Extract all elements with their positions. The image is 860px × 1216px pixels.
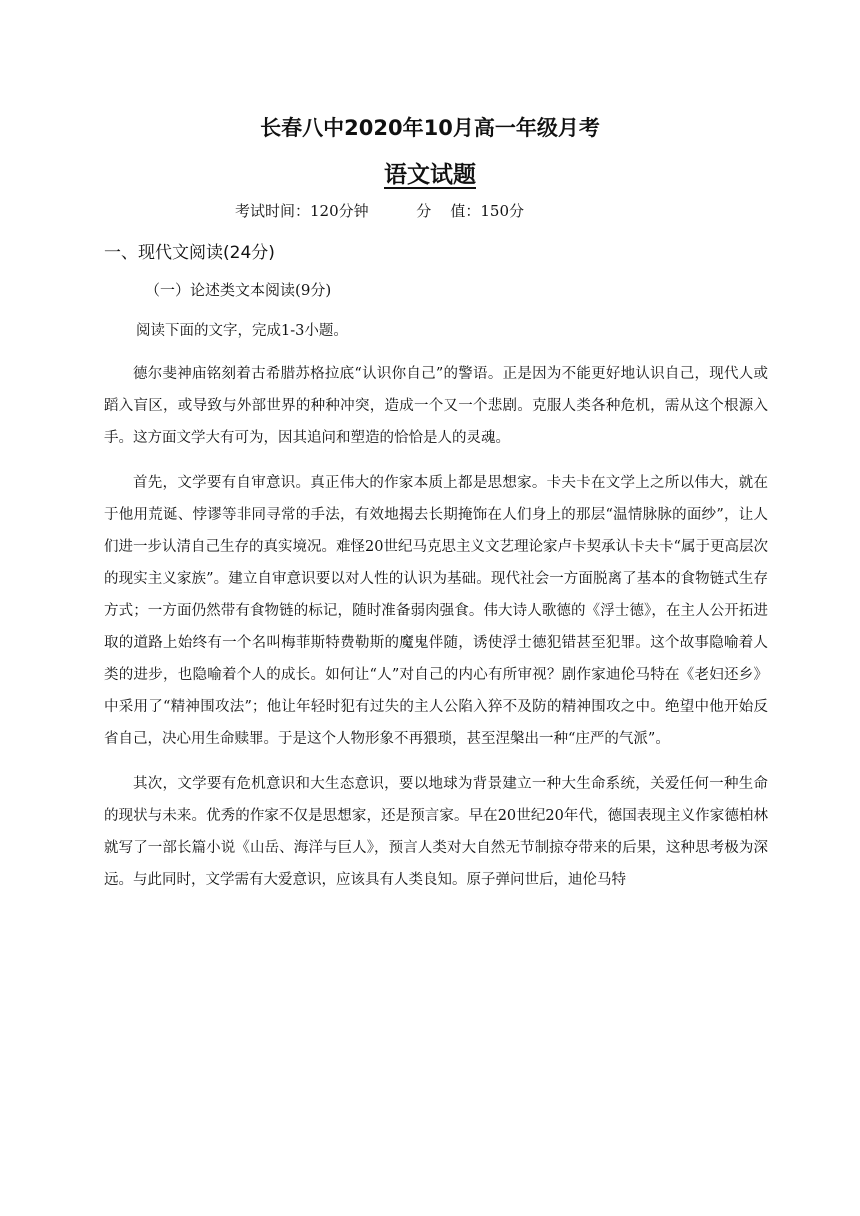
page-subtitle <box>0 156 860 189</box>
section-subheading: （一）论述类文本阅读(9分) <box>145 281 332 299</box>
paragraph: 其次，文学要有危机意识和大生态意识，要以地球为背景建立一种大生命系统，关爱任何一种生命的现状与未来。优秀的作家不仅是思想家，还是预言家。早在20世纪20年代，德国表现主义作家德柏林就写了一部长篇小说《山岳、海洋与巨人》，预言人类对大自然无节制掠夺带来的后果，这种思考极为深远。与此同时，文学需有大爱意识，应该具有人类良知。原子弹问世后，迪伦马特 <box>104 776 768 888</box>
paragraph: 首先，文学要有自审意识。真正伟大的作家本质上都是思想家。卡夫卡在文学上之所以伟大，就在于他用荒诞、悖谬等非同寻常的手法，有效地揭去长期掩饰在人们身上的那层“温情脉脉的面纱”，让人们进一步认清自己生存的真实境况。难怪20世纪马克思主义文艺理论家卢卡契承认卡夫卡“属于更高层次的现实主义家族”。建立自审意识要以对人性的认识为基础。现代社会一方面脱离了基本的食物链式生存方式；一方面仍然带有食物链的标记，随时准备弱肉强食。伟大诗人歌德的《浮士德》，在主人公开拓进取的道路上始终有一个名叫梅菲斯特费勒斯的魔鬼伴随，诱使浮士德犯错甚至犯罪。这个故事隐喻着人类的进步，也隐喻着个人的成长。如何让“人”对自己的内心有所审视？剧作家迪伦马特在《老妇还乡》中采用了“精神围攻法”；他让年轻时犯有过失的主人公陷入猝不及防的精神围攻之中。绝望中他开始反省自己，决心用生命赎罪。于是这个人物形象不再猥琐，甚至涅槃出一种“庄严的气派”。 <box>104 475 768 747</box>
page-title: 长春八中2020年10月高一年级月考 <box>260 116 600 140</box>
subtitle-text: 语文试题 <box>384 162 476 188</box>
exam-info: 考试时间：120分钟 分 值：150分 <box>235 202 525 220</box>
section-heading: 一、现代文阅读(24分) <box>104 243 275 263</box>
reading-instruction: 阅读下面的文字，完成1-3小题。 <box>136 323 348 339</box>
paragraph: 德尔斐神庙铭刻着古希腊苏格拉底“认识你自己”的警语。正是因为不能更好地认识自己，现代人或蹈入盲区，或导致与外部世界的种种冲突，造成一个又一个悲剧。克服人类各种危机，需从这个根源入手。这方面文学大有可为，因其追问和塑造的恰恰是人的灵魂。 <box>104 366 768 446</box>
passage-body <box>104 358 768 909</box>
